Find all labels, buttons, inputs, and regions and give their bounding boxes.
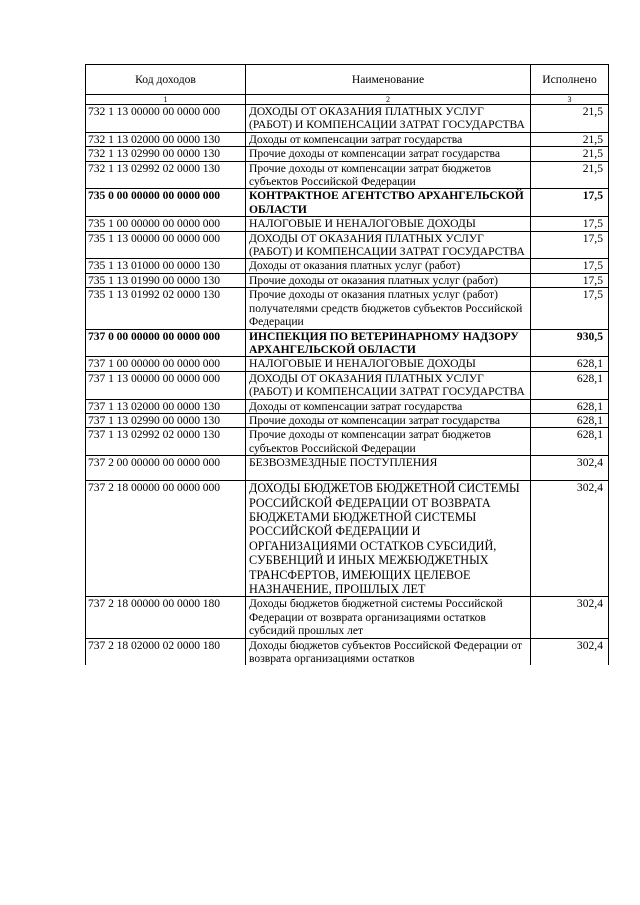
table-row <box>86 147 609 161</box>
row-name: Прочие доходы от оказания платных услуг (работ) <box>246 273 531 287</box>
row-name: Доходы от компенсации затрат государства <box>246 132 531 146</box>
row-amount: 302,4 <box>531 638 609 665</box>
row-amount: 302,4 <box>531 597 609 638</box>
row-code: 732 1 13 02000 00 0000 130 <box>86 132 246 146</box>
header-code: Код доходов <box>86 65 246 95</box>
row-code: 737 1 13 02990 00 0000 130 <box>86 413 246 427</box>
column-number: 2 <box>246 95 531 105</box>
row-name: ДОХОДЫ ОТ ОКАЗАНИЯ ПЛАТНЫХ УСЛУГ (РАБОТ) И КОМПЕНСАЦИИ ЗАТРАТ ГОСУДАРСТВА <box>246 105 531 133</box>
table-row <box>86 161 609 189</box>
row-code: 732 1 13 02992 02 0000 130 <box>86 161 246 189</box>
row-name: ДОХОДЫ ОТ ОКАЗАНИЯ ПЛАТНЫХ УСЛУГ (РАБОТ) И КОМПЕНСАЦИИ ЗАТРАТ ГОСУДАРСТВА <box>246 231 531 259</box>
column-number: 1 <box>86 95 246 105</box>
row-name: Доходы бюджетов бюджетной системы Российской Федерации от возврата организациями остатков субсидий прошлых лет <box>246 597 531 638</box>
table-row <box>86 371 609 399</box>
table-row <box>86 456 609 481</box>
row-amount: 302,4 <box>531 481 609 597</box>
row-code: 737 1 13 02000 00 0000 130 <box>86 399 246 413</box>
row-name: ДОХОДЫ ОТ ОКАЗАНИЯ ПЛАТНЫХ УСЛУГ (РАБОТ) И КОМПЕНСАЦИИ ЗАТРАТ ГОСУДАРСТВА <box>246 371 531 399</box>
row-amount: 17,5 <box>531 259 609 273</box>
row-name: Прочие доходы от компенсации затрат бюджетов субъектов Российской Федерации <box>246 428 531 456</box>
revenue-table <box>85 64 609 665</box>
row-code: 737 1 00 00000 00 0000 000 <box>86 357 246 371</box>
row-name: Доходы бюджетов субъектов Российской Федерации от возврата организациями остатков <box>246 638 531 665</box>
row-code: 735 1 00 00000 00 0000 000 <box>86 217 246 231</box>
row-code: 735 1 13 00000 00 0000 000 <box>86 231 246 259</box>
row-code: 735 1 13 01000 00 0000 130 <box>86 259 246 273</box>
row-name: НАЛОГОВЫЕ И НЕНАЛОГОВЫЕ ДОХОДЫ <box>246 217 531 231</box>
row-amount: 930,5 <box>531 329 609 357</box>
row-name: Доходы от компенсации затрат государства <box>246 399 531 413</box>
row-amount: 21,5 <box>531 147 609 161</box>
row-code: 737 0 00 00000 00 0000 000 <box>86 329 246 357</box>
table-row <box>86 428 609 456</box>
table-row <box>86 231 609 259</box>
table-row <box>86 105 609 133</box>
row-amount: 628,1 <box>531 371 609 399</box>
table-row <box>86 259 609 273</box>
row-code: 737 2 00 00000 00 0000 000 <box>86 456 246 481</box>
row-name: ДОХОДЫ БЮДЖЕТОВ БЮДЖЕТНОЙ СИСТЕМЫ РОССИЙСКОЙ ФЕДЕРАЦИИ ОТ ВОЗВРАТА БЮДЖЕТАМИ БЮДЖЕТНОЙ СИСТЕМЫ РОССИЙСКОЙ ФЕДЕРАЦИИ И ОРГАНИЗАЦИЯМИ ОСТАТКОВ СУБСИДИЙ, СУБВЕНЦИЙ И ИНЫХ МЕЖБЮДЖЕТНЫХ ТРАНСФЕРТОВ, ИМЕЮЩИХ ЦЕЛЕВОЕ НАЗНАЧЕНИЕ, ПРОШЛЫХ ЛЕТ <box>246 481 531 597</box>
header-amount: Исполнено <box>531 65 609 95</box>
row-code: 735 0 00 00000 00 0000 000 <box>86 189 246 217</box>
table-row <box>86 132 609 146</box>
row-amount: 21,5 <box>531 161 609 189</box>
row-amount: 21,5 <box>531 105 609 133</box>
row-code: 737 2 18 00000 00 0000 180 <box>86 597 246 638</box>
row-code: 735 1 13 01992 02 0000 130 <box>86 288 246 329</box>
row-name: Прочие доходы от оказания платных услуг (работ) получателями средств бюджетов субъектов Российской Федерации <box>246 288 531 329</box>
row-amount: 17,5 <box>531 231 609 259</box>
table-row <box>86 217 609 231</box>
row-amount: 628,1 <box>531 413 609 427</box>
row-amount: 17,5 <box>531 273 609 287</box>
row-code: 737 1 13 02992 02 0000 130 <box>86 428 246 456</box>
column-number: 3 <box>531 95 609 105</box>
row-name: БЕЗВОЗМЕЗДНЫЕ ПОСТУПЛЕНИЯ <box>246 456 531 481</box>
row-name: КОНТРАКТНОЕ АГЕНТСТВО АРХАНГЕЛЬСКОЙ ОБЛАСТИ <box>246 189 531 217</box>
row-amount: 17,5 <box>531 189 609 217</box>
row-amount: 628,1 <box>531 357 609 371</box>
row-name: Прочие доходы от компенсации затрат государства <box>246 147 531 161</box>
row-name: Прочие доходы от компенсации затрат бюджетов субъектов Российской Федерации <box>246 161 531 189</box>
row-code: 737 1 13 00000 00 0000 000 <box>86 371 246 399</box>
row-code: 737 2 18 00000 00 0000 000 <box>86 481 246 597</box>
table-row <box>86 273 609 287</box>
table-row <box>86 638 609 665</box>
table-row <box>86 481 609 597</box>
header-name: Наименование <box>246 65 531 95</box>
table-row <box>86 399 609 413</box>
table-row-section-total <box>86 189 609 217</box>
column-number-row <box>86 95 609 105</box>
table-row <box>86 288 609 329</box>
row-amount: 21,5 <box>531 132 609 146</box>
row-name: ИНСПЕКЦИЯ ПО ВЕТЕРИНАРНОМУ НАДЗОРУ АРХАНГЕЛЬСКОЙ ОБЛАСТИ <box>246 329 531 357</box>
table-row <box>86 597 609 638</box>
row-code: 732 1 13 02990 00 0000 130 <box>86 147 246 161</box>
row-code: 732 1 13 00000 00 0000 000 <box>86 105 246 133</box>
row-amount: 17,5 <box>531 217 609 231</box>
row-name: Прочие доходы от компенсации затрат государства <box>246 413 531 427</box>
row-name: НАЛОГОВЫЕ И НЕНАЛОГОВЫЕ ДОХОДЫ <box>246 357 531 371</box>
row-amount: 628,1 <box>531 399 609 413</box>
table-row <box>86 357 609 371</box>
row-amount: 628,1 <box>531 428 609 456</box>
row-amount: 17,5 <box>531 288 609 329</box>
row-code: 737 2 18 02000 02 0000 180 <box>86 638 246 665</box>
row-amount: 302,4 <box>531 456 609 481</box>
table-header-row <box>86 65 609 95</box>
row-name: Доходы от оказания платных услуг (работ) <box>246 259 531 273</box>
row-code: 735 1 13 01990 00 0000 130 <box>86 273 246 287</box>
table-row <box>86 413 609 427</box>
table-row-section-total <box>86 329 609 357</box>
